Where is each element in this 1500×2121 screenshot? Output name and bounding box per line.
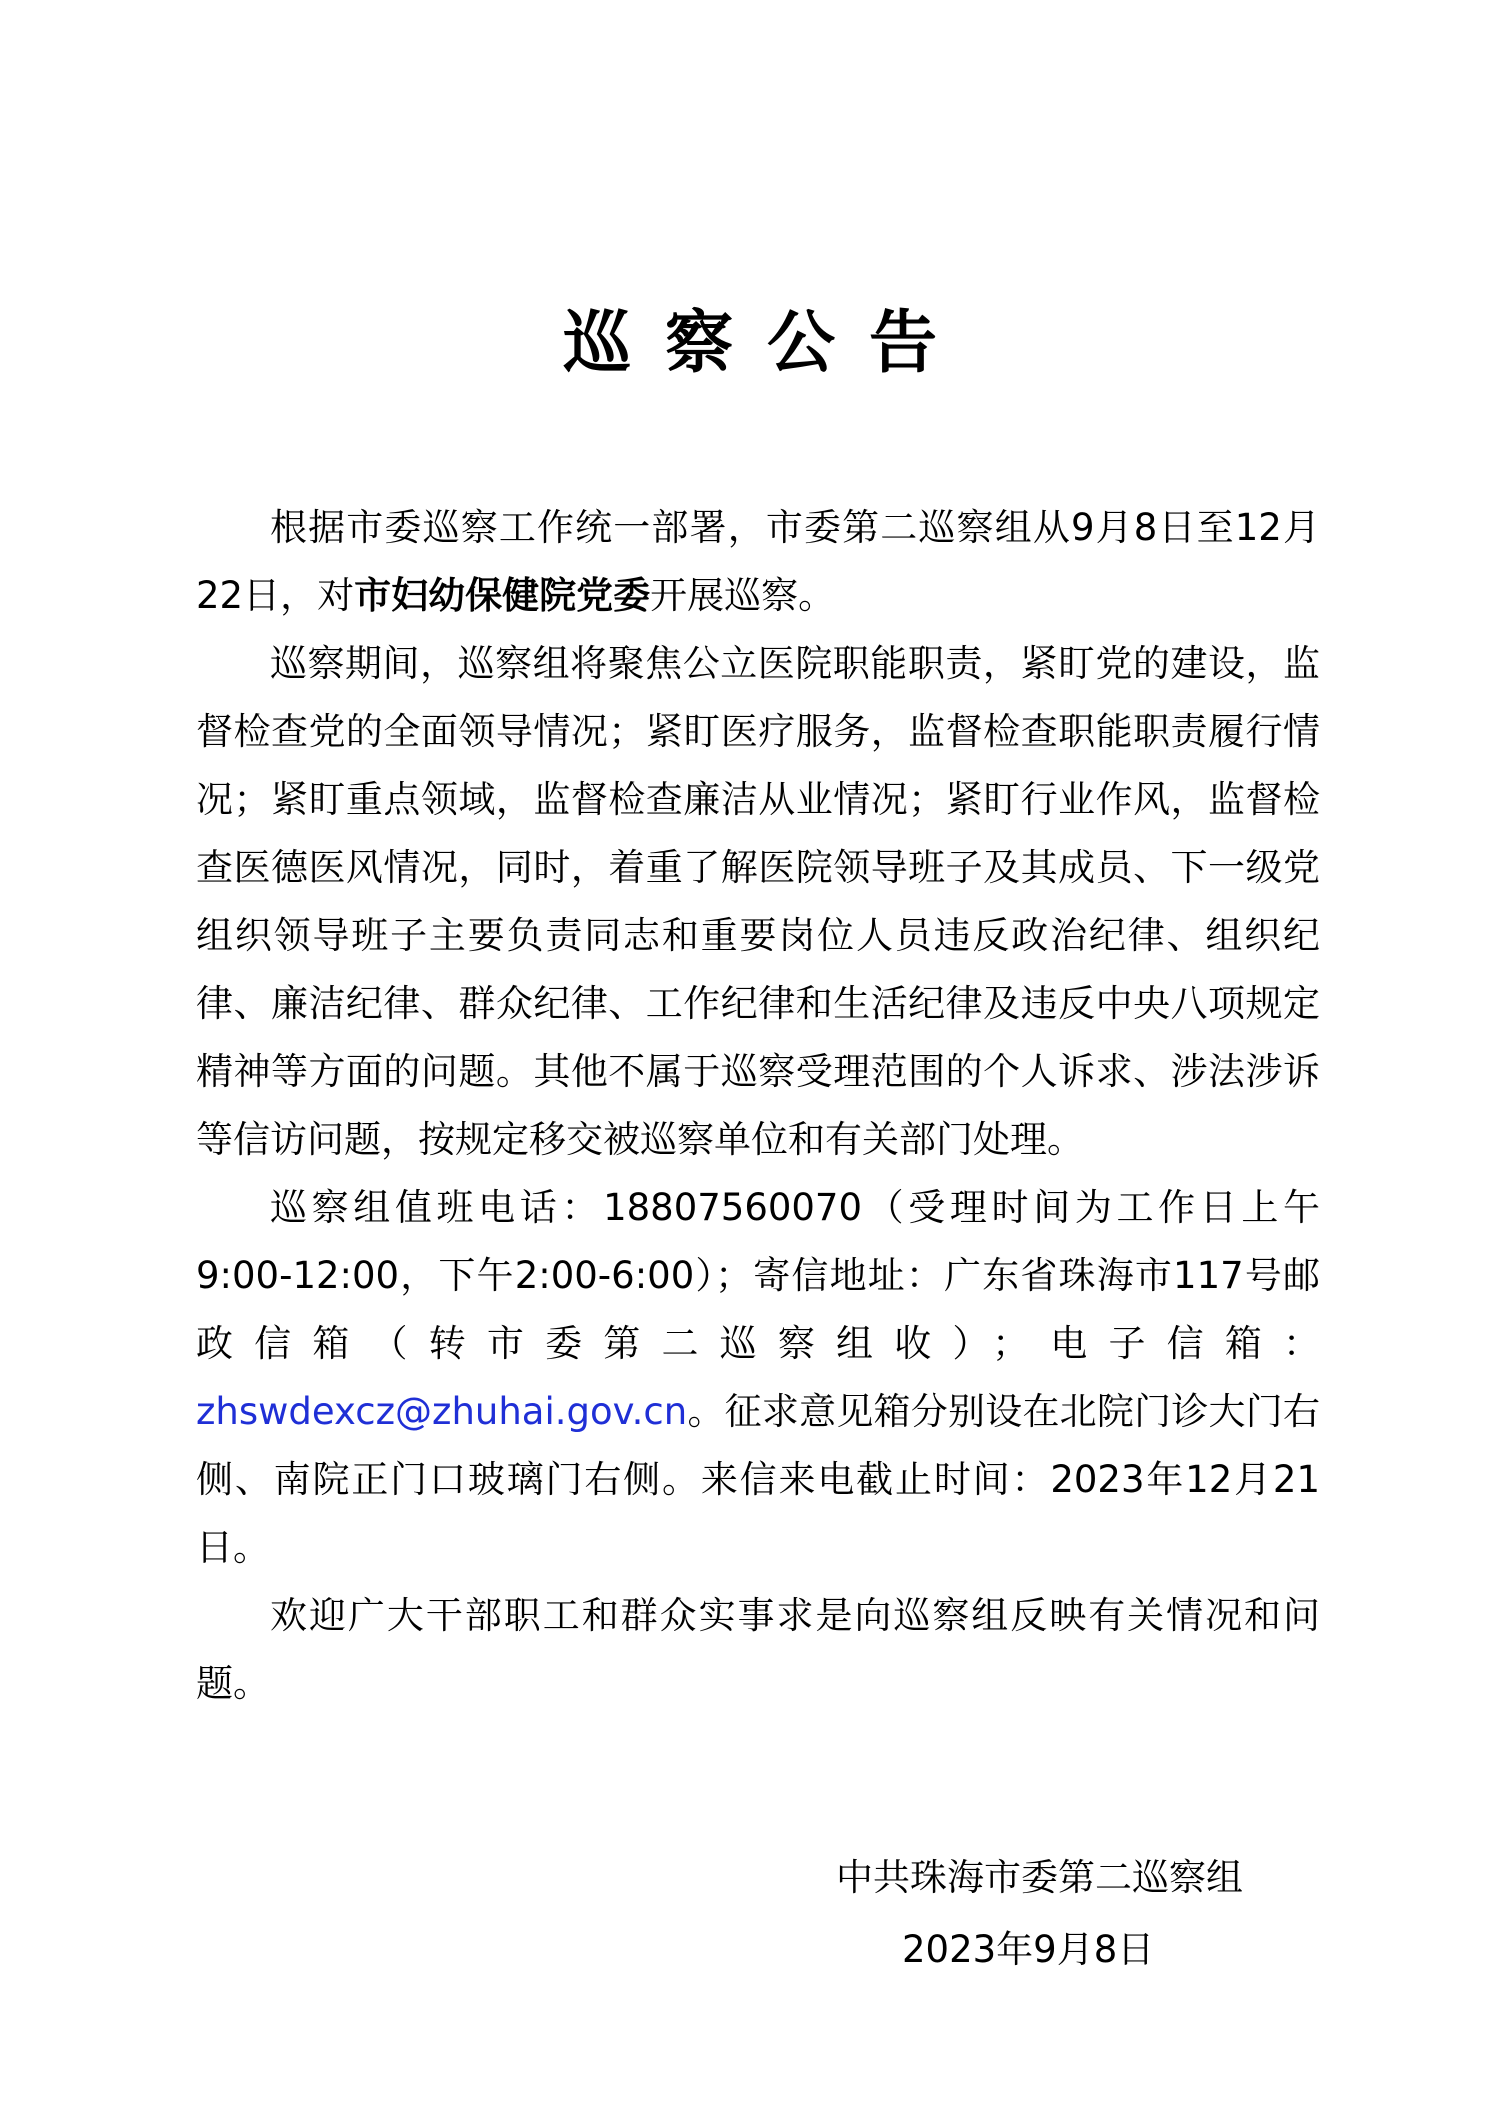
email-link[interactable]: zhswdexcz@zhuhai.gov.cn [196, 1390, 688, 1433]
page-title: 巡察公告 [562, 303, 971, 383]
paragraph-inspection-focus: 巡察期间，巡察组将聚焦公立医院职能职责，紧盯党的建设，监督检查党的全面领导情况；紧盯医疗服务，监督检查职能职责履行情况；紧盯重点领域，监督检查廉洁从业情况；紧盯行业作风，监督检查医德医风情况，同时，着重了解医院领导班子及其成员、下一级党组织领导班子主要负责同志和重要岗位人员违反政治纪律、组织纪律、廉洁纪律、群众纪律、工作纪律和生活纪律及违反中央八项规定精神等方面的问题。其他不属于巡察受理范围的个人诉求、涉法涉诉等信访问题，按规定移交被巡察单位和有关部门处理。 [196, 642, 1320, 1161]
contact-text: 巡察组值班电话：18807560070（受理时间为工作日上午9:00-12:00，下午2:00-6:00）；寄信地址：广东省珠海市117号邮政信箱（转市委第二巡察组收）；电子信箱： [196, 1186, 1320, 1365]
paragraph-welcome: 欢迎广大干部职工和群众实事求是向巡察组反映有关情况和问题。 [196, 1594, 1320, 1705]
paragraph-1-text-end: 开展巡察。 [650, 574, 836, 617]
signature-date: 2023年9月8日 [902, 1928, 1155, 1971]
signature-organization: 中共珠海市委第二巡察组 [836, 1856, 1243, 1899]
paragraph-inspection-schedule [196, 494, 1320, 630]
announcement-body [196, 494, 1320, 1718]
paragraph-contact-info [196, 1174, 1320, 1582]
contact-text-end: 。征求意见箱分别设在北院门诊大门右侧、南院正门口玻璃门右侧。来信来电截止时间：2023年12月21日。 [196, 1390, 1320, 1569]
paragraph-1-text: 根据市委巡察工作统一部署，市委第二巡察组从9月8日至12月22日，对 [196, 506, 1320, 617]
inspected-unit: 市妇幼保健院党委 [354, 574, 651, 617]
